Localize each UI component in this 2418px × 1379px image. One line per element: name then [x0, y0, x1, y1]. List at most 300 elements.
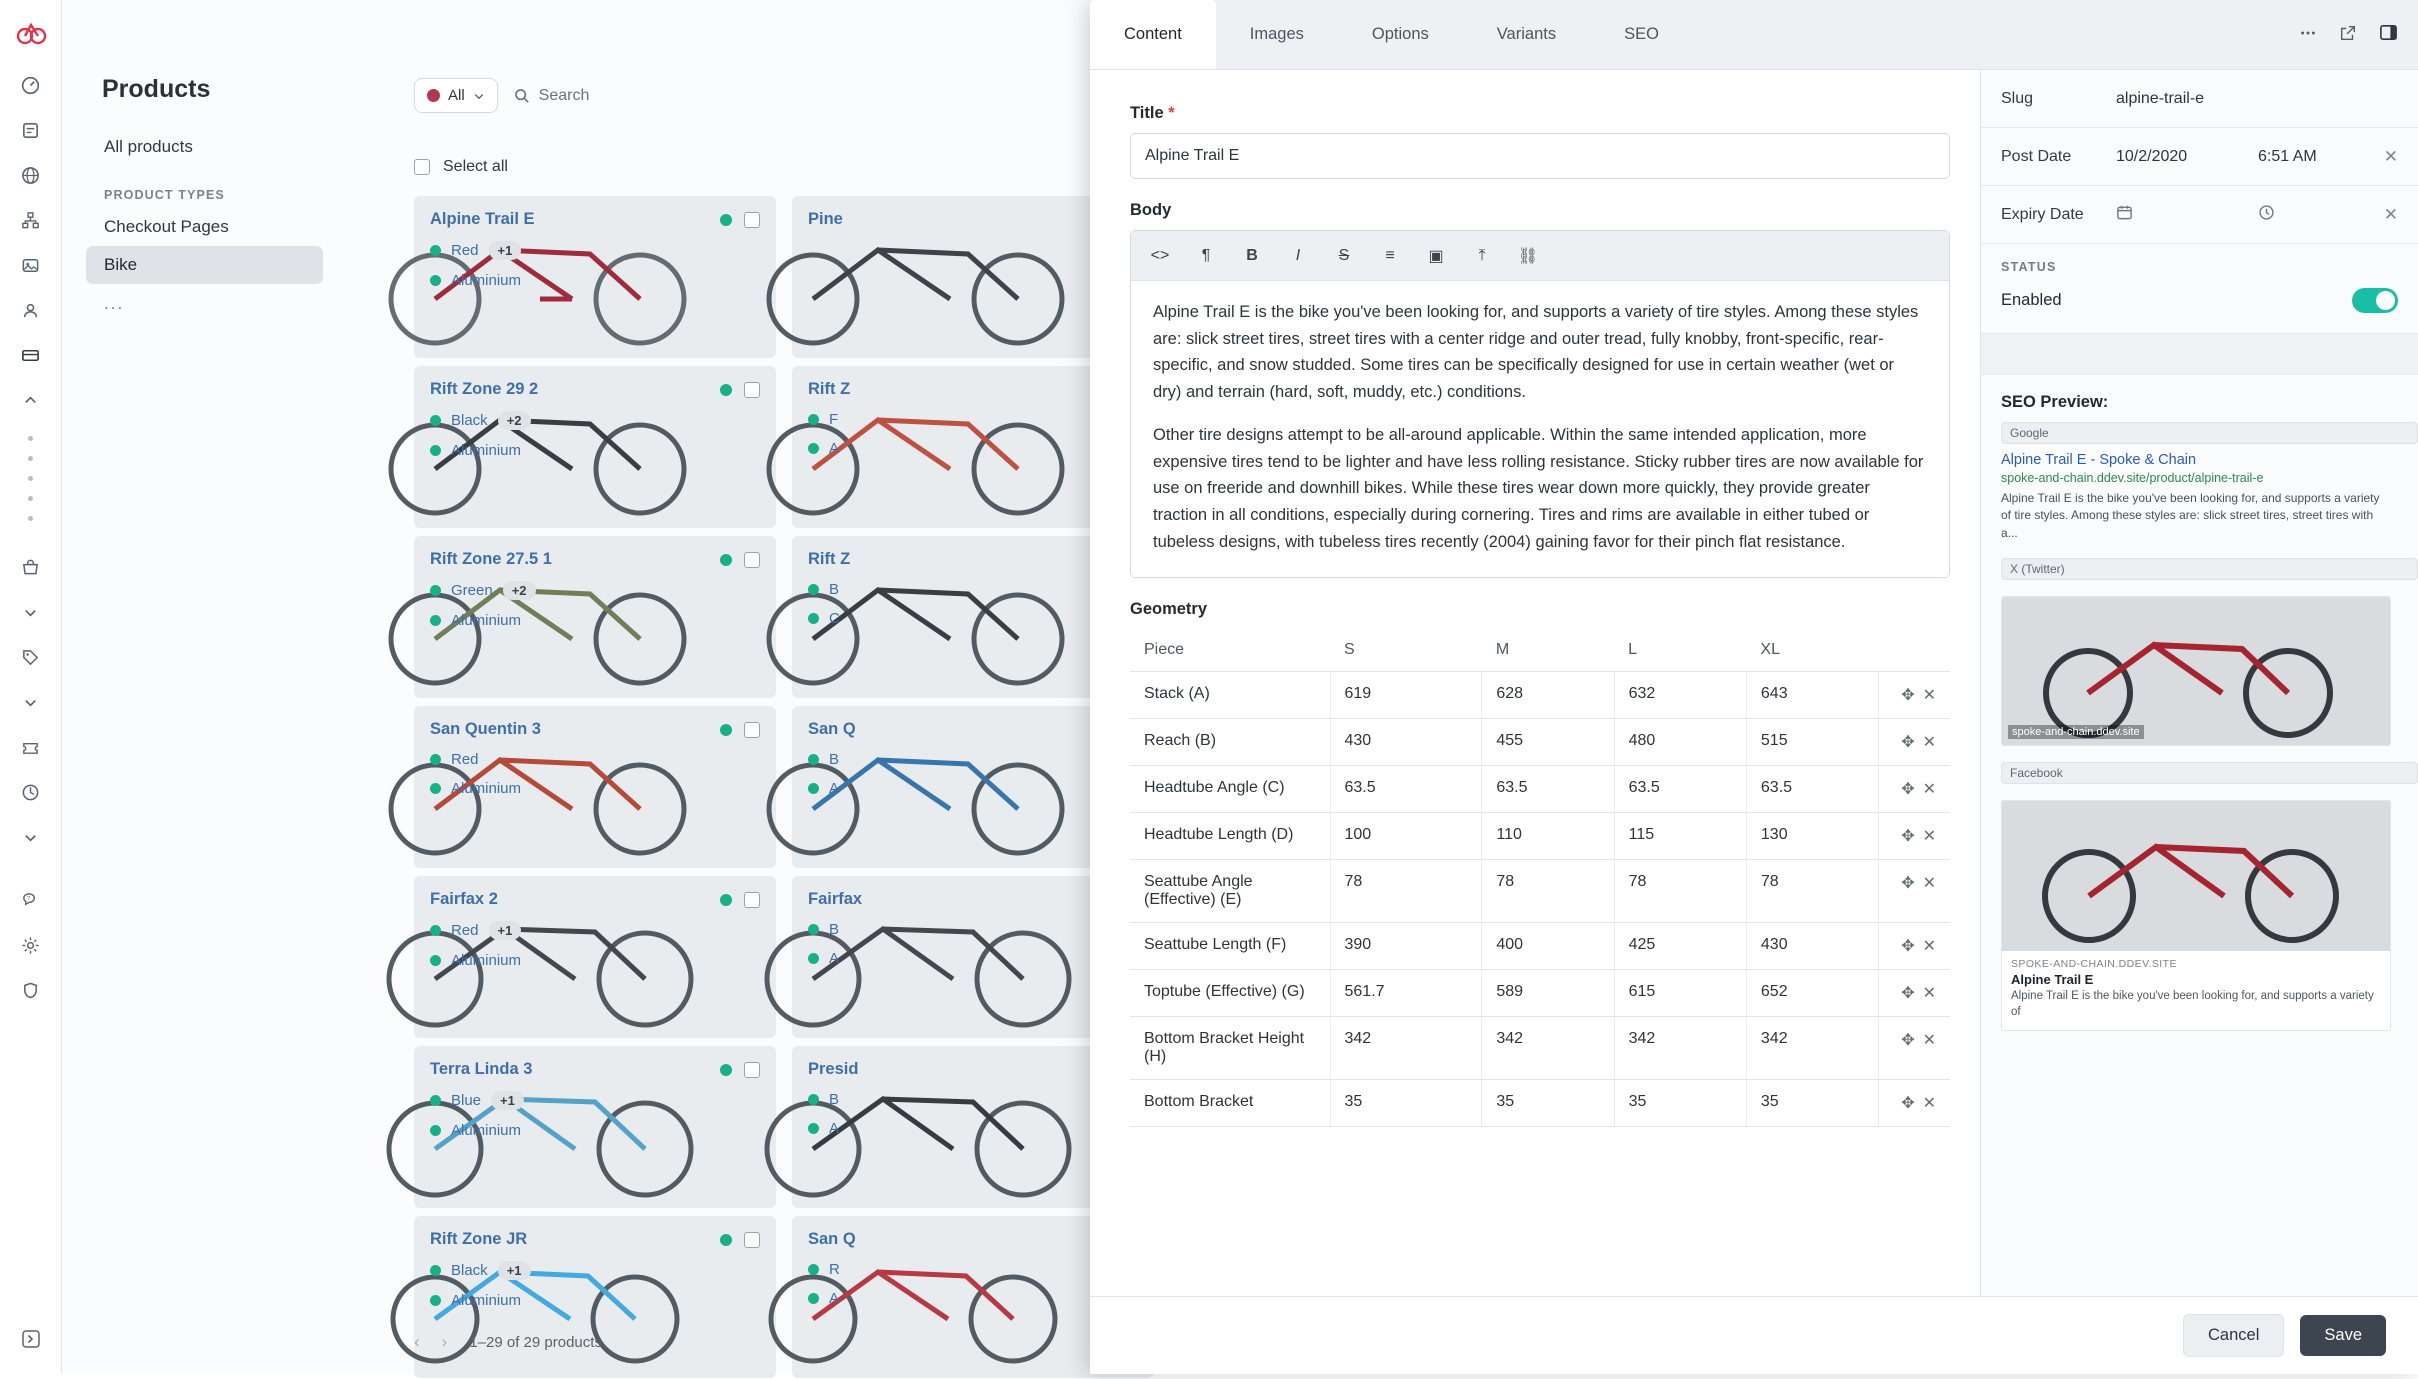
cell-s[interactable]: 63.5	[1330, 766, 1482, 813]
globe-icon[interactable]	[14, 158, 48, 192]
left-icon-rail	[0, 0, 62, 1374]
table-row[interactable]	[1130, 860, 1950, 923]
color-dot	[430, 925, 441, 936]
material-dot	[808, 1123, 819, 1134]
cell-m[interactable]: 63.5	[1482, 766, 1614, 813]
title-input[interactable]: Alpine Trail E	[1130, 133, 1950, 179]
product-material-row	[430, 1122, 760, 1139]
cell-piece[interactable]: Seattube Length (F)	[1130, 923, 1330, 970]
open-external-icon[interactable]	[2339, 24, 2357, 47]
close-icon[interactable]: ✕	[2383, 204, 2398, 224]
drag-handle-icon[interactable]: ✥	[1901, 985, 1915, 1003]
product-color-row	[430, 581, 760, 600]
row-actions	[1879, 1017, 1950, 1080]
product-material-row	[430, 952, 760, 969]
slug-label: Slug	[2001, 89, 2034, 107]
users-icon[interactable]	[14, 293, 48, 327]
facebook-preview-domain: SPOKE-AND-CHAIN.DDEV.SITE	[2011, 958, 2177, 971]
cell-m[interactable]: 78	[1482, 860, 1614, 923]
drag-handle-icon[interactable]: ✥	[1901, 938, 1915, 956]
product-title[interactable]: Terra Linda 3	[430, 1060, 533, 1078]
row-actions	[1879, 860, 1950, 923]
products-pane	[62, 0, 1090, 1374]
product-color-row	[808, 1261, 1138, 1278]
product-color: Red	[451, 751, 479, 768]
sidebar-item-checkout-pages[interactable]: Checkout Pages	[104, 217, 229, 236]
cell-xl[interactable]: 63.5	[1746, 766, 1878, 813]
rte-content[interactable]	[1131, 281, 1949, 577]
tab-images[interactable]: Images	[1249, 25, 1304, 43]
product-color: B	[829, 921, 840, 938]
product-color: R	[829, 1261, 840, 1278]
cell-s[interactable]: 430	[1330, 719, 1482, 766]
prev-page-button[interactable]: ‹	[414, 1332, 420, 1351]
product-color: Green	[451, 582, 493, 599]
cell-m[interactable]: 628	[1482, 672, 1614, 719]
product-title[interactable]: Fairfax 2	[430, 890, 498, 908]
cell-piece[interactable]: Bottom Bracket	[1130, 1080, 1330, 1127]
col-header-xl: XL	[1746, 629, 1878, 672]
link-icon[interactable]: ⛓	[1517, 247, 1539, 265]
cell-s[interactable]: 35	[1330, 1080, 1482, 1127]
cell-m[interactable]: 342	[1482, 1017, 1614, 1080]
product-color-row	[430, 241, 760, 260]
table-row[interactable]	[1130, 672, 1950, 719]
product-material-row	[430, 1292, 760, 1309]
product-material: Aluminium	[451, 442, 522, 459]
product-material: A	[829, 1290, 840, 1307]
collapse-up-icon[interactable]	[14, 383, 48, 417]
product-material: C	[829, 610, 840, 627]
body-field-label: Body	[1130, 201, 1172, 219]
table-row[interactable]	[1130, 766, 1950, 813]
facebook-preview-title: Alpine Trail E	[2011, 972, 2094, 988]
product-title[interactable]: Rift Z	[808, 380, 851, 398]
color-dot	[430, 1095, 441, 1106]
remove-row-icon[interactable]: ✕	[1922, 781, 1936, 799]
rail-bullet-1[interactable]	[14, 428, 48, 448]
product-color-row	[808, 751, 1138, 768]
cell-piece[interactable]: Headtube Angle (C)	[1130, 766, 1330, 813]
remove-row-icon[interactable]: ✕	[1922, 938, 1936, 956]
products-grid	[414, 196, 1154, 1309]
product-title[interactable]: San Quentin 3	[430, 720, 541, 738]
expiry-date-label: Expiry Date	[2001, 205, 2084, 223]
dashboard-icon[interactable]	[14, 68, 48, 102]
chevron-down-icon[interactable]	[14, 595, 48, 629]
row-actions	[1879, 1080, 1950, 1127]
material-dot	[430, 1295, 441, 1306]
color-dot	[430, 415, 441, 426]
page-title: Products	[102, 75, 211, 103]
rail-bullet-5[interactable]	[14, 508, 48, 528]
material-dot	[808, 783, 819, 794]
body-field-block	[1130, 201, 1940, 578]
product-material: A	[829, 780, 840, 797]
product-color-row	[430, 411, 760, 430]
post-date-label: Post Date	[2001, 147, 2072, 165]
remove-row-icon[interactable]: ✕	[1922, 985, 1936, 1003]
brand-logo-icon[interactable]	[14, 14, 48, 48]
cell-xl[interactable]: 515	[1746, 719, 1878, 766]
cell-s[interactable]: 561.7	[1330, 970, 1482, 1017]
col-header-m: M	[1482, 629, 1614, 672]
remove-row-icon[interactable]: ✕	[1922, 1095, 1936, 1113]
material-dot	[430, 955, 441, 966]
cell-l[interactable]: 63.5	[1614, 766, 1746, 813]
product-title[interactable]: Rift Zone 27.5 1	[430, 550, 552, 568]
post-date-value[interactable]: 10/2/2020	[2116, 147, 2188, 165]
panel-divider	[1981, 333, 2418, 375]
cell-l[interactable]: 632	[1614, 672, 1746, 719]
chevron-down-icon-3[interactable]	[14, 820, 48, 854]
product-title[interactable]: San Q	[808, 720, 856, 738]
facebook-preview-meta	[2002, 951, 2390, 1030]
cell-piece[interactable]: Toptube (Effective) (G)	[1130, 970, 1330, 1017]
rail-bullet-2[interactable]	[14, 448, 48, 468]
pagination-status: 1–29 of 29 products	[469, 1333, 602, 1351]
rich-text-editor[interactable]	[1130, 230, 1950, 578]
sidebar-item-all-products[interactable]: All products	[104, 137, 193, 156]
body-paragraph: Other tire designs attempt to be all-around applicable. Within the same intended application, more expensive tires tend to be lighter and have less rolling resistance. Sticky rubber tires are now available for use on freeride and downhill bikes. While these tires wear down more quickly, they provide greater traction in all conditions, especially during cornering. Tires and rims are available in either tubed or tubeless designs, with tubeless tires recently (2004) gaining favor for their pinch flat resistance.	[1153, 425, 1924, 551]
modal-side-panel	[1980, 70, 2418, 1296]
product-edit-modal	[1090, 0, 2418, 1374]
modal-footer	[1090, 1296, 2418, 1374]
close-icon[interactable]: ✕	[2383, 146, 2398, 166]
color-dot	[808, 584, 819, 595]
svg-text:?: ?	[27, 895, 31, 902]
twitter-preview-image	[2001, 596, 2391, 746]
product-color-extra: +1	[498, 1261, 531, 1280]
twitter-preview-watermark: spoke-and-chain.ddev.site	[2008, 725, 2144, 739]
product-color: Blue	[451, 1092, 482, 1109]
material-dot	[808, 953, 819, 964]
table-row[interactable]	[1130, 813, 1950, 860]
product-color-extra: +2	[498, 411, 531, 430]
drag-handle-icon[interactable]: ✥	[1901, 875, 1915, 893]
geometry-table	[1130, 629, 1950, 1127]
remove-row-icon[interactable]: ✕	[1922, 828, 1936, 846]
product-title[interactable]: Presid	[808, 1060, 859, 1078]
slug-row[interactable]	[1981, 70, 2418, 128]
cell-m[interactable]: 455	[1482, 719, 1614, 766]
content-editor	[1090, 70, 1980, 1296]
col-header-piece: Piece	[1130, 629, 1330, 672]
product-title[interactable]: Pine	[808, 210, 843, 228]
rte-toolbar	[1131, 231, 1949, 281]
product-material-row	[808, 610, 1138, 627]
cell-piece[interactable]: Reach (B)	[1130, 719, 1330, 766]
remove-row-icon[interactable]: ✕	[1922, 687, 1936, 705]
cell-xl[interactable]: 430	[1746, 923, 1878, 970]
product-color: Red	[451, 242, 479, 259]
material-dot	[808, 1293, 819, 1304]
strikethrough-icon[interactable]: S	[1338, 246, 1350, 264]
shop-icon[interactable]	[14, 550, 48, 584]
product-color-extra: +2	[503, 581, 536, 600]
cell-m[interactable]: 110	[1482, 813, 1614, 860]
cell-l[interactable]: 615	[1614, 970, 1746, 1017]
product-color-row	[808, 411, 1138, 428]
geometry-label: Geometry	[1130, 600, 1208, 619]
google-preview-tag: Google	[2001, 422, 2418, 444]
product-material-row	[808, 780, 1138, 797]
modal-body	[1090, 70, 2418, 1296]
facebook-preview-card	[2001, 800, 2391, 1031]
product-title[interactable]: Rift Zone 29 2	[430, 380, 539, 398]
tag-icon[interactable]	[14, 640, 48, 674]
code-icon[interactable]: <>	[1150, 246, 1170, 264]
row-actions	[1879, 970, 1950, 1017]
products-filter-bar	[414, 78, 589, 113]
product-material-row	[808, 440, 1138, 457]
tab-variants[interactable]: Variants	[1496, 25, 1557, 43]
product-material-row	[808, 1120, 1138, 1137]
row-actions	[1879, 813, 1950, 860]
twitter-preview-tag: X (Twitter)	[2001, 558, 2418, 580]
product-title[interactable]: Rift Zone JR	[430, 1230, 528, 1248]
table-row[interactable]	[1130, 970, 1950, 1017]
remove-row-icon[interactable]: ✕	[1922, 875, 1936, 893]
products-sidebar	[62, 128, 347, 324]
product-material: Aluminium	[451, 272, 522, 289]
col-header-l: L	[1614, 629, 1746, 672]
tab-seo[interactable]: SEO	[1624, 25, 1659, 43]
color-dot	[808, 1264, 819, 1275]
product-color: B	[829, 751, 840, 768]
color-dot	[808, 754, 819, 765]
cell-s[interactable]: 390	[1330, 923, 1482, 970]
body-paragraph: Alpine Trail E is the bike you've been looking for, and supports a variety of tire styles. Among these styles are: slick street tires, street tires with a center ridge and outer tread, fully knobby, front-specific, rear-specific, and snow studded. Some tires can be specifically designed for use in certain weather (wet or dry) and terrain (hard, soft, muddy, etc.) conditions.	[1153, 303, 1919, 402]
facebook-preview-tag: Facebook	[2001, 762, 2418, 784]
status-filter-chip[interactable]	[414, 78, 498, 113]
expiry-date-row[interactable]	[1981, 186, 2418, 244]
shield-icon[interactable]	[14, 973, 48, 1007]
color-dot	[430, 1265, 441, 1276]
product-material-row	[430, 272, 760, 289]
cell-s[interactable]: 78	[1330, 860, 1482, 923]
tab-content[interactable]: Content	[1090, 0, 1216, 69]
search-placeholder: Search	[538, 86, 590, 104]
cancel-button[interactable]: Cancel	[2183, 1314, 2284, 1357]
cell-m[interactable]: 35	[1482, 1080, 1614, 1127]
enabled-toggle[interactable]	[2352, 288, 2398, 313]
facebook-preview-description: Alpine Trail E is the bike you've been looking for, and supports a variety of	[2011, 990, 2374, 1018]
product-material-row	[430, 442, 760, 459]
pages-icon[interactable]	[14, 113, 48, 147]
product-color: F	[829, 411, 839, 428]
cell-l[interactable]: 342	[1614, 1017, 1746, 1080]
more-horizontal-icon[interactable]	[2299, 24, 2317, 47]
bullet-list-icon[interactable]: ≡	[1385, 246, 1395, 264]
remove-row-icon[interactable]: ✕	[1922, 1032, 1936, 1050]
table-row[interactable]	[1130, 1017, 1950, 1080]
drag-handle-icon[interactable]: ✥	[1901, 828, 1915, 846]
title-field-block	[1130, 104, 1940, 179]
cell-piece[interactable]: Stack (A)	[1130, 672, 1330, 719]
shipping-icon[interactable]	[14, 775, 48, 809]
product-material: A	[829, 440, 840, 457]
color-dot	[808, 924, 819, 935]
bold-icon[interactable]: B	[1246, 246, 1258, 264]
cell-xl[interactable]: 78	[1746, 860, 1878, 923]
material-dot	[430, 445, 441, 456]
image-icon[interactable]: ▣	[1428, 247, 1444, 265]
modal-tab-actions	[2299, 0, 2398, 70]
product-color: B	[829, 581, 840, 598]
required-marker: *	[1168, 104, 1175, 122]
cell-xl[interactable]: 130	[1746, 813, 1878, 860]
facebook-preview-image	[2002, 801, 2390, 951]
row-actions	[1879, 923, 1950, 970]
table-row[interactable]	[1130, 923, 1950, 970]
title-label-text: Title	[1130, 104, 1164, 122]
next-page-button[interactable]: ›	[441, 1332, 448, 1351]
product-material-row	[430, 612, 760, 629]
cell-l[interactable]: 78	[1614, 860, 1746, 923]
help-icon[interactable]	[14, 883, 48, 917]
product-color-extra: +1	[491, 1091, 524, 1110]
save-button[interactable]: Save	[2300, 1315, 2386, 1356]
product-material-row	[430, 780, 760, 797]
material-dot	[808, 613, 819, 624]
italic-icon[interactable]: I	[1295, 246, 1301, 264]
table-header-row	[1130, 629, 1950, 672]
chevron-down-icon-2[interactable]	[14, 685, 48, 719]
cell-l[interactable]: 480	[1614, 719, 1746, 766]
cell-l[interactable]: 35	[1614, 1080, 1746, 1127]
cell-piece[interactable]: Bottom Bracket Height (H)	[1130, 1017, 1330, 1080]
cell-m[interactable]: 589	[1482, 970, 1614, 1017]
google-preview-title[interactable]: Alpine Trail E - Spoke & Chain	[2001, 452, 2197, 468]
select-all-row[interactable]	[414, 158, 508, 176]
drag-handle-icon[interactable]: ✥	[1901, 1095, 1915, 1113]
color-dot	[808, 414, 819, 425]
color-dot	[430, 245, 441, 256]
material-dot	[430, 615, 441, 626]
google-preview-url: spoke-and-chain.ddev.site/product/alpine-trail-e	[2001, 471, 2264, 485]
slug-value[interactable]: alpine-trail-e	[2116, 89, 2205, 107]
material-dot	[430, 783, 441, 794]
product-material-row	[808, 1290, 1138, 1307]
sitemap-icon[interactable]	[14, 203, 48, 237]
product-color: Black	[451, 412, 488, 429]
product-title[interactable]: Fairfax	[808, 890, 863, 908]
cell-xl[interactable]: 342	[1746, 1017, 1878, 1080]
expand-right-icon[interactable]	[14, 1329, 48, 1363]
drag-handle-icon[interactable]: ✥	[1901, 781, 1915, 799]
settings-icon[interactable]	[14, 928, 48, 962]
post-date-row[interactable]	[1981, 128, 2418, 186]
table-row[interactable]	[1130, 1080, 1950, 1127]
upload-icon[interactable]: ⤒	[1478, 246, 1486, 264]
table-row[interactable]	[1130, 719, 1950, 766]
drag-handle-icon[interactable]: ✥	[1901, 1032, 1915, 1050]
product-color-row	[430, 921, 760, 940]
product-material: Aluminium	[451, 780, 522, 797]
post-time-value[interactable]: 6:51 AM	[2258, 147, 2317, 165]
product-material-row	[808, 950, 1138, 967]
status-filter-dot	[427, 89, 440, 102]
forms-icon[interactable]	[14, 338, 48, 372]
color-dot	[808, 1094, 819, 1105]
clock-icon[interactable]	[2258, 204, 2275, 226]
cell-m[interactable]: 400	[1482, 923, 1614, 970]
search-input[interactable]	[514, 87, 590, 105]
product-color-row	[808, 921, 1138, 938]
media-icon[interactable]	[14, 248, 48, 282]
material-dot	[430, 1125, 441, 1136]
product-color-row	[430, 1261, 760, 1280]
drag-handle-icon[interactable]: ✥	[1901, 687, 1915, 705]
google-preview-description: Alpine Trail E is the bike you've been looking for, and supports a variety of tire styles. Among these styles are: slick street tires, street tires with a...	[2001, 491, 2380, 540]
material-dot	[808, 443, 819, 454]
select-all-label: Select all	[443, 158, 508, 175]
color-dot	[430, 585, 441, 596]
product-title[interactable]: San Q	[808, 1230, 856, 1248]
geometry-block	[1130, 600, 1940, 1127]
cell-xl[interactable]: 643	[1746, 672, 1878, 719]
panel-layout-icon[interactable]	[2379, 23, 2398, 47]
sidebar-item-bike[interactable]: Bike	[86, 246, 323, 284]
cell-l[interactable]: 115	[1614, 813, 1746, 860]
pagination	[414, 1332, 602, 1352]
cell-s[interactable]: 619	[1330, 672, 1482, 719]
status-section-header: STATUS	[2001, 260, 2057, 274]
rail-bullet-3[interactable]	[14, 468, 48, 488]
product-color-row	[808, 581, 1138, 598]
status-filter-label: All	[448, 87, 465, 104]
product-title[interactable]: Alpine Trail E	[430, 210, 535, 228]
product-material: A	[829, 950, 840, 967]
product-color: Black	[451, 1262, 488, 1279]
product-color-extra: +1	[489, 921, 522, 940]
product-color-row	[430, 751, 760, 768]
remove-row-icon[interactable]: ✕	[1922, 734, 1936, 752]
product-material: Aluminium	[451, 1122, 522, 1139]
drag-handle-icon[interactable]: ✥	[1901, 734, 1915, 752]
cell-piece[interactable]: Seattube Angle (Effective) (E)	[1130, 860, 1330, 923]
calendar-icon[interactable]	[2116, 204, 2258, 226]
row-actions	[1879, 719, 1950, 766]
chevron-down-icon	[473, 90, 485, 102]
product-color-row	[430, 1091, 760, 1110]
select-all-checkbox[interactable]	[414, 159, 430, 175]
product-color-extra: +1	[489, 241, 522, 260]
cell-s[interactable]: 100	[1330, 813, 1482, 860]
col-header-s: S	[1330, 629, 1482, 672]
product-title[interactable]: Rift Z	[808, 550, 851, 568]
cell-l[interactable]: 425	[1614, 923, 1746, 970]
enabled-row	[1981, 282, 2418, 333]
cell-s[interactable]: 342	[1330, 1017, 1482, 1080]
cell-xl[interactable]: 35	[1746, 1080, 1878, 1127]
enabled-label: Enabled	[2001, 291, 2062, 309]
product-material: Aluminium	[451, 952, 522, 969]
cell-piece[interactable]: Headtube Length (D)	[1130, 813, 1330, 860]
row-actions	[1879, 672, 1950, 719]
product-color: Red	[451, 922, 479, 939]
sidebar-more-button[interactable]: ...	[104, 294, 125, 313]
col-header-actions	[1879, 629, 1950, 672]
paragraph-icon[interactable]: ¶	[1201, 246, 1211, 264]
cell-xl[interactable]: 652	[1746, 970, 1878, 1017]
product-material: Aluminium	[451, 612, 522, 629]
coupon-icon[interactable]	[14, 730, 48, 764]
rail-bullet-4[interactable]	[14, 488, 48, 508]
tab-options[interactable]: Options	[1371, 25, 1429, 43]
search-icon	[514, 88, 530, 104]
